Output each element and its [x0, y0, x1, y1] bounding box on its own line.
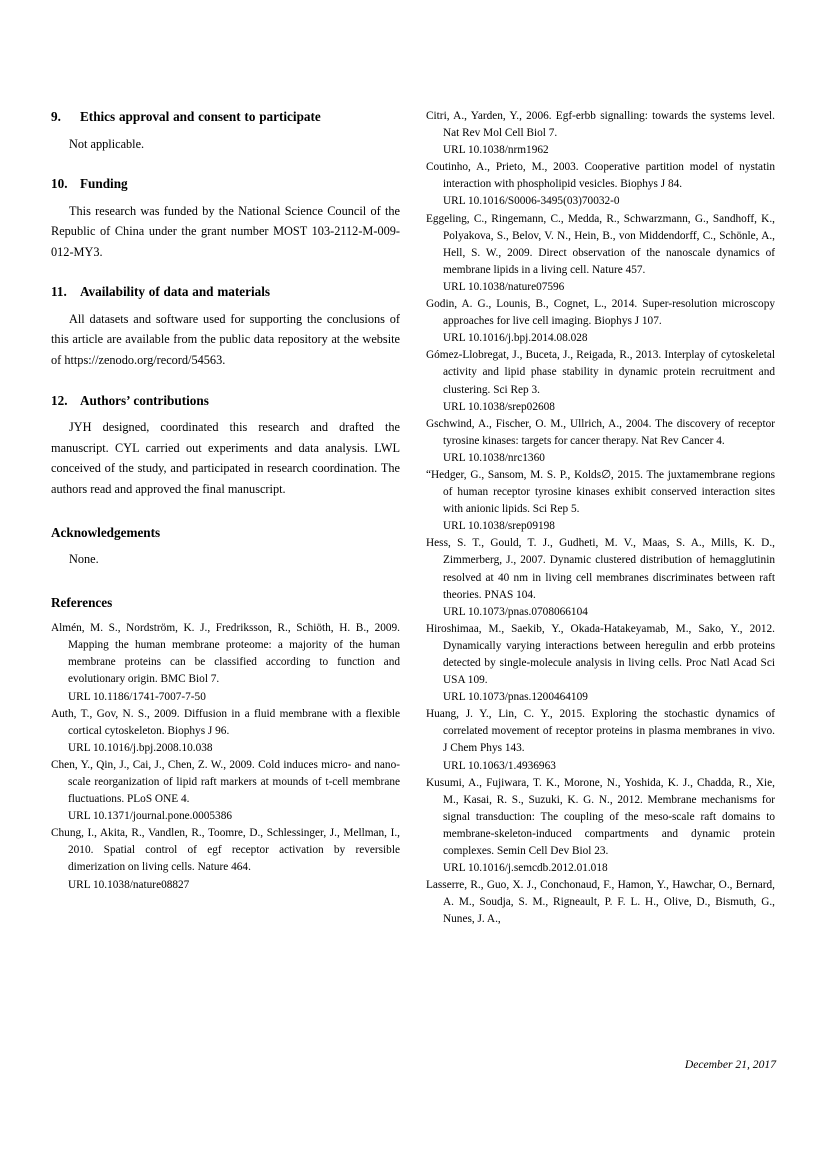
reference-entry: [426, 296, 775, 347]
reference-entry: [51, 706, 400, 757]
reference-entry: [426, 621, 775, 706]
section-number: 11.: [51, 284, 67, 300]
reference-doi: URL 10.1038/srep02608: [443, 400, 555, 413]
reference-entry: [426, 211, 775, 296]
reference-doi: URL 10.1038/nrm1962: [443, 144, 549, 157]
reference-citation: Hiroshimaa, M., Saekib, Y., Okada-Hatakeyamab, M., Sako, Y., 2012. Dynamically varying interactions between heregulin and erbb proteins detected by single-molecule analysis in living cells. Proc Natl Acad Sci USA 109.: [426, 622, 775, 687]
reference-citation: Hess, S. T., Gould, T. J., Gudheti, M. V., Maas, S. A., Mills, K. D., Zimmerberg, J., 2007. Dynamic clustered distribution of hemagglutinin resolved at 40 nm in living cell membranes discriminates between raft theories. PNAS 104.: [426, 537, 775, 601]
reference-entry: [426, 467, 775, 535]
reference-entry: [426, 108, 775, 159]
reference-entry: [51, 620, 400, 705]
reference-doi: URL 10.1038/nature07596: [443, 280, 565, 293]
reference-entry: [51, 757, 400, 825]
reference-citation: Chen, Y., Qin, J., Cai, J., Chen, Z. W., 2009. Cold induces micro- and nano-scale reorganization of lipid raft markers at mounds of t-cell membrane fluctuations. PLoS ONE 4.: [51, 758, 400, 806]
two-column-layout: [51, 108, 776, 1048]
reference-doi: URL 10.1038/nrc1360: [443, 451, 545, 464]
reference-doi: URL 10.1063/1.4936963: [443, 759, 556, 772]
reference-citation: Chung, I., Akita, R., Vandlen, R., Toomre, D., Schlessinger, J., Mellman, I., 2010. Spatial control of egf receptor activation by reversible dimerization on living cells. Nature 464.: [51, 827, 400, 874]
reference-entry: [426, 159, 775, 210]
reference-citation: Eggeling, C., Ringemann, C., Medda, R., Schwarzmann, G., Sandhoff, K., Polyakova, S., Belov, V. N., Hein, B., von Middendorff, C., Schönle, A., Hell, S. W., 2009. Direct observation of the nanoscale dynamics of membrane lipids in a living cell. Nature 457.: [426, 212, 775, 276]
section-title: Authors’ contributions: [80, 392, 209, 408]
reference-entry: [426, 535, 775, 620]
reference-list-right: [426, 108, 775, 929]
section-heading-availability: [51, 283, 400, 302]
section-body-acknowledgements: None.: [69, 552, 99, 567]
section-title: Funding: [80, 176, 128, 192]
reference-doi: URL 10.1073/pnas.0708066104: [443, 605, 588, 618]
section-body-contributions: JYH designed, coordinated this research and drafted the manuscript. CYL carried out experiments and data analysis. LWL conceived of the study, and participated in research coordination. The authors read and approved the final manuscript.: [51, 420, 400, 496]
section-title: Availability of data and materials: [80, 284, 271, 300]
reference-citation: Godin, A. G., Lounis, B., Cognet, L., 2014. Super-resolution microscopy approaches for live cell imaging. Biophys J 107.: [426, 298, 775, 328]
reference-entry: [426, 416, 775, 467]
reference-citation: Coutinho, A., Prieto, M., 2003. Cooperative partition model of nystatin interaction with phospholipid vesicles. Biophys J 84.: [426, 161, 775, 191]
section-heading-acknowledgements: [51, 524, 400, 543]
reference-entry: [426, 347, 775, 415]
section-heading-contributions: [51, 392, 400, 411]
reference-citation: Kusumi, A., Fujiwara, T. K., Morone, N., Yoshida, K. J., Chadda, R., Xie, M., Kasai, R. S., Suzuki, K. G. N., 2012. Membrane mechanisms for signal transduction: The coupling of the meso-scale raft domains to membrane-skeleton-induced compartments and dynamic protein complexes. Semin Cell Dev Biol 23.: [426, 776, 775, 858]
reference-doi: URL 10.1016/j.bpj.2008.10.038: [68, 741, 213, 754]
reference-doi: URL 10.1016/j.semcdb.2012.01.018: [443, 862, 608, 875]
section-body-ethics: Not applicable.: [69, 136, 145, 151]
reference-doi: URL 10.1186/1741-7007-7-50: [68, 690, 206, 703]
reference-entry: [426, 775, 775, 878]
page-footer-date: December 21, 2017: [684, 1058, 776, 1071]
reference-citation: Citri, A., Yarden, Y., 2006. Egf-erbb signalling: towards the systems level. Nat Rev Mol Cell Biol 7.: [426, 110, 775, 140]
reference-entry: [51, 825, 400, 893]
reference-citation: Auth, T., Gov, N. S., 2009. Diffusion in a fluid membrane with a flexible cortical cytoskeleton. Biophys J 96.: [51, 707, 400, 737]
section-body-availability: All datasets and software used for supporting the conclusions of this article are available from the public data repository at the website of https://zenodo.org/record/54563.: [51, 311, 400, 368]
reference-citation: Huang, J. Y., Lin, C. Y., 2015. Exploring the stochastic dynamics of correlated movement of receptor proteins in plasma membranes in vivo. J Chem Phys 143.: [426, 708, 775, 755]
section-body-funding: This research was funded by the National Science Council of the Republic of China under the grant number MOST 103-2112-M-009-012-MY3.: [51, 203, 400, 259]
section-number: 9.: [51, 109, 61, 124]
reference-entry: [426, 877, 775, 928]
reference-doi: URL 10.1038/srep09198: [443, 520, 555, 533]
section-number: 10.: [51, 176, 68, 192]
reference-citation: Gschwind, A., Fischer, O. M., Ullrich, A., 2004. The discovery of receptor tyrosine kinases: targets for cancer therapy. Nat Rev Cancer 4.: [426, 417, 775, 447]
reference-doi: URL 10.1073/pnas.1200464109: [443, 691, 588, 704]
reference-list-left: [51, 620, 400, 894]
reference-doi: URL 10.1038/nature08827: [68, 878, 190, 891]
section-heading-ethics: [51, 108, 400, 127]
section-number: 12.: [51, 392, 68, 408]
reference-entry: [426, 706, 775, 774]
section-heading-references: [51, 594, 400, 613]
reference-doi: URL 10.1016/j.bpj.2014.08.028: [443, 332, 588, 345]
section-title: Ethics approval and consent to participate: [80, 109, 321, 124]
reference-citation: Gómez-Llobregat, J., Buceta, J., Reigada, R., 2013. Interplay of cytoskeletal activity and lipid phase stability in dynamic protein recruitment and clustering. Sci Rep 3.: [426, 349, 775, 396]
section-title: References: [51, 594, 113, 610]
section-heading-funding: [51, 175, 400, 194]
section-title: Acknowledgements: [51, 524, 161, 540]
reference-citation: Lasserre, R., Guo, X. J., Conchonaud, F., Hamon, Y., Hawchar, O., Bernard, A. M., Soudja, S. M., Rigneault, P. F. L. H., Olive, D., Bismuth, G., Nunes, J. A.,: [426, 879, 775, 926]
reference-citation: “Hedger, G., Sansom, M. S. P., Kolds∅, 2015. The juxtamembrane regions of human receptor tyrosine kinases exhibit conserved interaction sites with anionic lipids. Sci Rep 5.: [426, 468, 775, 516]
reference-doi: URL 10.1016/S0006-3495(03)70032-0: [443, 195, 620, 208]
left-column: [51, 108, 400, 1048]
reference-citation: Almén, M. S., Nordström, K. J., Fredriksson, R., Schiöth, H. B., 2009. Mapping the human membrane proteome: a majority of the human membrane proteins can be classified according to function and evolutionary origin. BMC Biol 7.: [51, 622, 400, 686]
right-column: [426, 108, 775, 1048]
reference-doi: URL 10.1371/journal.pone.0005386: [68, 810, 232, 823]
